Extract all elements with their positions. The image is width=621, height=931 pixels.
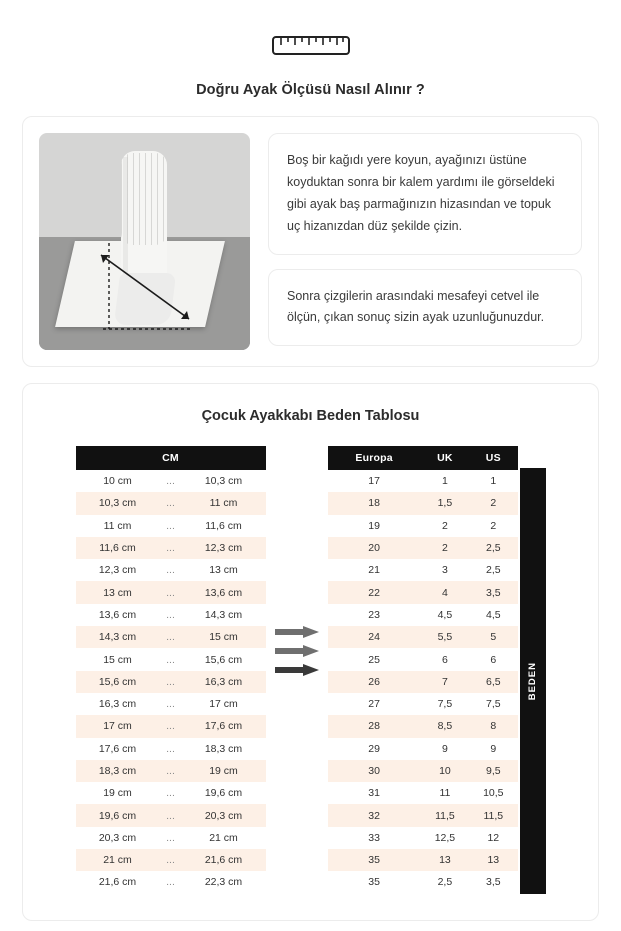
table-cell: ... [160,648,182,670]
table-cell: ... [160,604,182,626]
table-cell: 11,6 cm [76,537,160,559]
table-cell: 19 [328,515,421,537]
table-cell: 17,6 cm [182,715,266,737]
table-cell: 21 cm [182,827,266,849]
cm-table-header: CM [76,446,266,470]
ruler-icon-wrap [22,0,599,60]
table-row [76,804,266,826]
table-cell: 12 [469,827,517,849]
table-cell: 11,5 [469,804,517,826]
table-cell: 15 cm [182,626,266,648]
eu-table-header-cell: US [469,446,517,470]
table-row [328,804,518,826]
table-cell: 19,6 cm [182,782,266,804]
table-cell: 10,3 cm [76,492,160,514]
table-cell: 13 cm [76,581,160,603]
table-cell: 21 [328,559,421,581]
table-row [328,693,518,715]
table-cell: 1,5 [421,492,469,514]
table-row [328,515,518,537]
arrows-group [266,446,328,676]
table-row [76,492,266,514]
table-cell: 33 [328,827,421,849]
table-row [76,760,266,782]
table-cell: ... [160,871,182,893]
table-cell: 15,6 cm [182,648,266,670]
table-cell: 2 [421,515,469,537]
table-cell: 6 [421,648,469,670]
table-row [76,693,266,715]
table-cell: 31 [328,782,421,804]
table-cell: 7 [421,671,469,693]
table-cell: 20,3 cm [182,804,266,826]
table-cell: 9,5 [469,760,517,782]
size-tables [39,446,582,894]
table-cell: 19 cm [76,782,160,804]
table-cell: 2,5 [469,537,517,559]
table-cell: 7,5 [469,693,517,715]
table-row [328,760,518,782]
table-cell: 27 [328,693,421,715]
table-cell: 15 cm [76,648,160,670]
arrow-right-icon [275,626,319,638]
table-cell: 14,3 cm [182,604,266,626]
table-row [76,871,266,893]
table-row [328,782,518,804]
table-cell: 1 [421,470,469,492]
table-row [76,671,266,693]
table-cell: 11 cm [182,492,266,514]
table-cell: ... [160,515,182,537]
table-row [76,849,266,871]
table-row [328,470,518,492]
table-cell: 9 [421,738,469,760]
table-cell: ... [160,693,182,715]
table-cell: ... [160,559,182,581]
table-cell: 11 cm [76,515,160,537]
table-cell: ... [160,492,182,514]
table-cell: 11,6 cm [182,515,266,537]
table-cell: 10,3 cm [182,470,266,492]
table-cell: ... [160,581,182,603]
foot-measure-photo [39,133,250,350]
table-cell: 22 [328,581,421,603]
table-cell: 3,5 [469,581,517,603]
table-row [328,827,518,849]
table-cell: 6,5 [469,671,517,693]
table-cell: 8 [469,715,517,737]
table-cell: 1 [469,470,517,492]
cm-table [76,446,266,894]
table-cell: 21 cm [76,849,160,871]
table-cell: 13,6 cm [182,581,266,603]
table-row [76,581,266,603]
beden-side-label [520,468,546,894]
table-cell: 11 [421,782,469,804]
table-cell: 12,5 [421,827,469,849]
table-cell: 15,6 cm [76,671,160,693]
table-cell: 19 cm [182,760,266,782]
table-cell: 25 [328,648,421,670]
table-cell: 35 [328,849,421,871]
table-cell: ... [160,715,182,737]
table-row [76,827,266,849]
table-cell: 22,3 cm [182,871,266,893]
table-cell: 3,5 [469,871,517,893]
table-row [328,492,518,514]
table-cell: ... [160,804,182,826]
table-cell: 12,3 cm [182,537,266,559]
howto-card [22,116,599,367]
table-cell: 16,3 cm [76,693,160,715]
table-cell: 2,5 [469,559,517,581]
eu-table-header-cell: UK [421,446,469,470]
table-cell: 10 [421,760,469,782]
table-row [76,604,266,626]
table-cell: 13,6 cm [76,604,160,626]
table-cell: 13 [421,849,469,871]
table-row [328,671,518,693]
table-row [76,782,266,804]
size-table-title: Çocuk Ayakkabı Beden Tablosu [201,408,420,424]
table-row [328,849,518,871]
table-row [328,581,518,603]
table-row [328,559,518,581]
table-cell: ... [160,849,182,871]
table-cell: 18 [328,492,421,514]
howto-step-1: Boş bir kağıdı yere koyun, ayağınızı üstüne koyduktan sonra bir kalem yardımı ile görseldeki gibi ayak baş parmağınızın hizasından ve topuk uç hizanızdan düz şekilde çizin. [268,133,582,255]
table-cell: 8,5 [421,715,469,737]
table-cell: 30 [328,760,421,782]
table-cell: 2 [469,492,517,514]
table-cell: 29 [328,738,421,760]
table-cell: 4 [421,581,469,603]
table-cell: 20 [328,537,421,559]
table-cell: 17,6 cm [76,738,160,760]
table-cell: 17 [328,470,421,492]
table-cell: ... [160,626,182,648]
howto-step-2: Sonra çizgilerin arasındaki mesafeyi cetvel ile ölçün, çıkan sonuç sizin ayak uzunluğunuzdur. [268,269,582,347]
table-cell: ... [160,470,182,492]
table-cell: ... [160,782,182,804]
table-cell: 26 [328,671,421,693]
table-row [76,738,266,760]
table-cell: ... [160,760,182,782]
table-cell: 18,3 cm [182,738,266,760]
table-cell: 4,5 [469,604,517,626]
table-cell: 24 [328,626,421,648]
table-cell: 28 [328,715,421,737]
table-cell: 13 cm [182,559,266,581]
table-cell: 11,5 [421,804,469,826]
table-cell: 18,3 cm [76,760,160,782]
table-cell: ... [160,827,182,849]
table-cell: 2 [421,537,469,559]
table-cell: 23 [328,604,421,626]
beden-side-label-text: BEDEN [527,661,538,701]
table-row [76,537,266,559]
table-cell: 2 [469,515,517,537]
eu-table-body [328,470,518,894]
table-row [76,515,266,537]
table-row [328,604,518,626]
page-title: Doğru Ayak Ölçüsü Nasıl Alınır ? [196,82,425,98]
table-cell: 21,6 cm [182,849,266,871]
arrow-right-icon [275,664,319,676]
table-cell: 16,3 cm [182,671,266,693]
table-cell: 35 [328,871,421,893]
eu-table-header-row [328,446,518,470]
cm-table-body [76,470,266,894]
table-row [328,715,518,737]
table-row [76,648,266,670]
table-row [328,626,518,648]
table-row [76,470,266,492]
table-cell: ... [160,738,182,760]
table-cell: 20,3 cm [76,827,160,849]
table-row [328,648,518,670]
table-cell: ... [160,671,182,693]
table-cell: 10,5 [469,782,517,804]
table-cell: 13 [469,849,517,871]
table-cell: 32 [328,804,421,826]
ruler-icon [272,30,350,60]
table-cell: 17 cm [182,693,266,715]
arrow-right-icon [275,645,319,657]
size-table-card [22,383,599,921]
eu-table [328,446,518,894]
howto-steps [268,133,582,346]
table-cell: 10 cm [76,470,160,492]
table-row [328,871,518,893]
table-cell: 5 [469,626,517,648]
table-cell: 4,5 [421,604,469,626]
table-cell: 7,5 [421,693,469,715]
table-cell: 6 [469,648,517,670]
table-cell: 5,5 [421,626,469,648]
table-cell: 14,3 cm [76,626,160,648]
table-cell: 19,6 cm [76,804,160,826]
photo-measure-lines [39,133,250,350]
table-cell: 9 [469,738,517,760]
table-cell: 12,3 cm [76,559,160,581]
table-row [76,559,266,581]
table-row [76,715,266,737]
table-cell: 3 [421,559,469,581]
table-cell: 2,5 [421,871,469,893]
table-cell: 17 cm [76,715,160,737]
table-cell: 21,6 cm [76,871,160,893]
table-cell: ... [160,537,182,559]
table-row [328,537,518,559]
table-row [76,626,266,648]
table-row [328,738,518,760]
eu-table-header-cell: Europa [328,446,421,470]
